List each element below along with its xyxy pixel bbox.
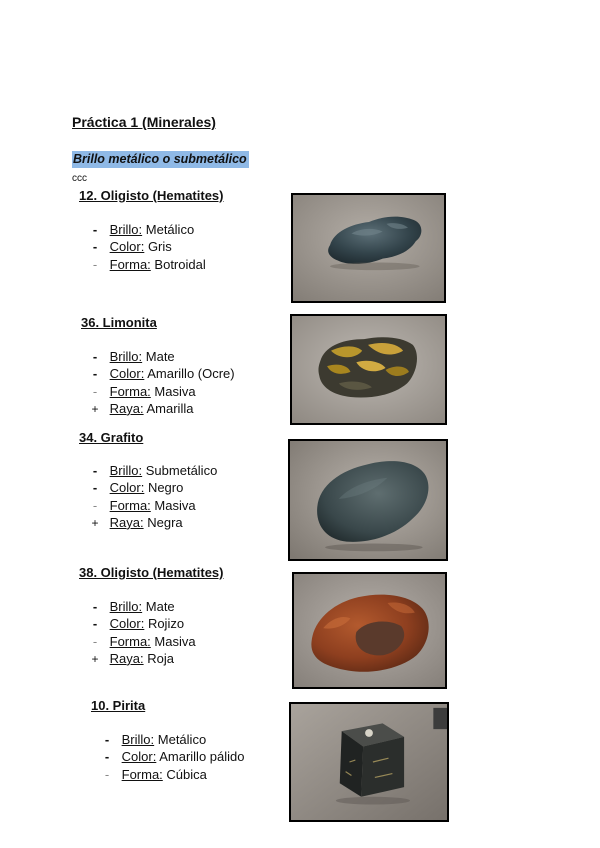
bullet: - (92, 480, 98, 496)
bullet: - (92, 239, 98, 255)
property-value: Negro (147, 480, 184, 496)
mineral-properties (84, 598, 196, 667)
property-label: Forma: (121, 766, 163, 782)
bullet: - (92, 463, 98, 478)
property-value: Masiva (154, 633, 196, 649)
property-item (84, 462, 217, 479)
property-label: Brillo: (121, 732, 155, 747)
mineral-properties (84, 348, 235, 417)
bullet: - (92, 599, 98, 614)
mineral-heading: 36. Limonita (81, 315, 157, 330)
property-item (84, 400, 235, 417)
property-value: Masiva (154, 383, 196, 399)
mineral-heading: 38. Oligisto (Hematites) (79, 565, 224, 580)
bullet: - (92, 633, 98, 649)
property-item (96, 766, 244, 783)
bullet: - (104, 749, 110, 765)
property-value: Amarilla (146, 400, 194, 416)
bullet: - (104, 732, 110, 747)
property-value: Mate (145, 599, 175, 614)
property-label: Color: (109, 480, 145, 496)
property-value: Amarillo pálido (159, 749, 245, 765)
bullet: - (92, 497, 98, 513)
property-item (84, 348, 235, 365)
property-value: Metálico (145, 222, 195, 237)
property-item (84, 383, 235, 400)
property-label: Color: (109, 239, 145, 255)
bullet: - (104, 766, 110, 782)
mineral-properties (84, 221, 206, 273)
property-value: Mate (145, 349, 175, 364)
property-label: Raya: (109, 514, 144, 530)
bullet: + (91, 515, 99, 530)
property-item (84, 365, 235, 382)
property-label: Raya: (109, 650, 144, 666)
property-item (84, 238, 206, 255)
bullet: - (92, 349, 98, 364)
property-item (84, 633, 196, 650)
property-value: Negra (147, 514, 183, 530)
mineral-heading: 34. Grafito (79, 430, 144, 445)
property-value: Rojizo (147, 616, 185, 632)
property-value: Roja (147, 650, 174, 666)
property-label: Brillo: (109, 222, 143, 237)
mineral-photo-pirita (289, 702, 449, 822)
property-item (84, 479, 217, 496)
bullet: - (92, 616, 98, 632)
note-text: ccc (72, 173, 87, 184)
property-label: Forma: (109, 256, 151, 272)
mineral-photo-limonita (290, 314, 447, 425)
property-item (84, 598, 196, 615)
property-item (84, 514, 217, 531)
property-value: Submetálico (145, 463, 218, 478)
section-heading: Brillo metálico o submetálico (73, 152, 247, 166)
property-label: Color: (109, 616, 145, 632)
property-label: Forma: (109, 383, 151, 399)
bullet: - (92, 366, 98, 382)
page-title: Práctica 1 (Minerales) (72, 114, 216, 130)
property-label: Brillo: (109, 463, 143, 478)
bullet: + (91, 651, 99, 666)
property-item (84, 650, 196, 667)
property-item (84, 221, 206, 238)
property-value: Botroidal (154, 256, 206, 272)
property-label: Color: (109, 366, 145, 382)
property-label: Forma: (109, 633, 151, 649)
property-label: Raya: (109, 400, 144, 416)
mineral-heading: 12. Oligisto (Hematites) (79, 188, 224, 203)
mineral-properties (96, 731, 244, 783)
bullet: - (92, 383, 98, 399)
bullet: - (92, 256, 98, 272)
property-label: Forma: (109, 497, 151, 513)
property-item (84, 497, 217, 514)
mineral-photo-grafito (288, 439, 448, 561)
mineral-properties (84, 462, 217, 531)
property-value: Masiva (154, 497, 196, 513)
property-label: Color: (121, 749, 157, 765)
property-value: Amarillo (Ocre) (147, 366, 235, 382)
property-item (96, 731, 244, 748)
property-item (96, 748, 244, 765)
mineral-heading: 10. Pirita (91, 698, 146, 713)
property-item (84, 256, 206, 273)
bullet: - (92, 222, 98, 237)
property-value: Gris (147, 239, 172, 255)
bullet: + (91, 401, 99, 416)
property-value: Cúbica (166, 766, 207, 782)
property-label: Brillo: (109, 349, 143, 364)
mineral-photo-oligisto-rojizo (292, 572, 447, 689)
property-label: Brillo: (109, 599, 143, 614)
property-item (84, 615, 196, 632)
property-value: Metálico (157, 732, 207, 747)
mineral-photo-oligisto-gris (291, 193, 446, 303)
